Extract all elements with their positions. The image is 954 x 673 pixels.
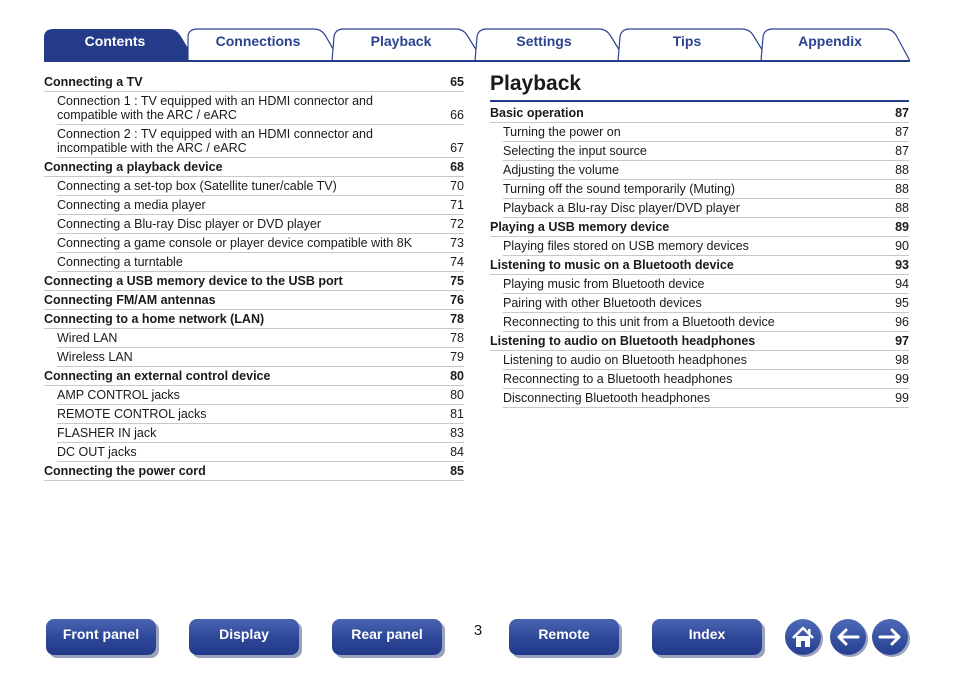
toc-entry-page: 72 <box>450 217 464 231</box>
toc-entry-title: Connecting to a home network (LAN) <box>44 312 265 326</box>
toc-entry-title: Connecting the power cord <box>44 464 206 478</box>
toc-entry-page: 66 <box>450 108 464 122</box>
toc-entry-page: 99 <box>895 391 909 405</box>
front-panel-button[interactable]: Front panel <box>46 619 156 655</box>
toc-entry-title: Pairing with other Bluetooth devices <box>503 296 702 310</box>
toc-entry-title: Connecting a TV <box>44 75 143 89</box>
toc-entry-title: Connecting a playback device <box>44 160 223 174</box>
toc-entry-title: Connection 2 : TV equipped with an HDMI connector and incompatible with the ARC / eARC <box>57 127 373 155</box>
toc-entry-title: Playing a USB memory device <box>490 220 670 234</box>
toc-entry-row[interactable] <box>503 199 909 218</box>
remote-button[interactable]: Remote <box>509 619 619 655</box>
toc-heading-row[interactable] <box>490 332 909 351</box>
toc-entry-page: 80 <box>450 369 464 383</box>
toc-entry-page: 65 <box>450 75 464 89</box>
toc-entry-page: 76 <box>450 293 464 307</box>
toc-entry-title: Selecting the input source <box>503 144 647 158</box>
toc-entry-title: Listening to audio on Bluetooth headphones <box>490 334 756 348</box>
toc-entry-title: FLASHER IN jack <box>57 426 157 440</box>
toc-entry-title: Disconnecting Bluetooth headphones <box>503 391 711 405</box>
toc-entry-title: Connecting an external control device <box>44 369 271 383</box>
toc-heading-row[interactable] <box>44 291 464 310</box>
tab-contents[interactable]: Contents <box>84 33 146 49</box>
toc-entry-row[interactable] <box>57 196 464 215</box>
display-button[interactable]: Display <box>189 619 299 655</box>
toc-entry-page: 73 <box>450 236 464 250</box>
toc-heading-row[interactable] <box>44 158 464 177</box>
toc-heading-row[interactable] <box>44 310 464 329</box>
toc-entry-row[interactable] <box>57 234 464 253</box>
toc-entry-title: Connecting a set-top box (Satellite tuner/cable TV) <box>57 179 337 193</box>
toc-entry-title: Listening to audio on Bluetooth headphones <box>503 353 747 367</box>
toc-entry-row[interactable] <box>57 329 464 348</box>
section-title-playback: Playback <box>490 72 909 102</box>
tab-bar <box>44 27 910 61</box>
toc-entry-title: Connecting a Blu-ray Disc player or DVD player <box>57 217 321 231</box>
toc-entry-page: 79 <box>450 350 464 364</box>
toc-entry-page: 93 <box>895 258 909 272</box>
toc-entry-row[interactable] <box>57 92 464 125</box>
toc-entry-page: 81 <box>450 407 464 421</box>
toc-entry-page: 88 <box>895 163 909 177</box>
toc-entry-page: 88 <box>895 182 909 196</box>
toc-heading-row[interactable] <box>44 462 464 481</box>
toc-entry-row[interactable] <box>503 313 909 332</box>
toc-entry-page: 84 <box>450 445 464 459</box>
toc-entry-row[interactable] <box>57 443 464 462</box>
toc-entry-title: Turning the power on <box>503 125 621 139</box>
toc-entry-title: REMOTE CONTROL jacks <box>57 407 207 421</box>
tab-connections[interactable]: Connections <box>215 33 301 49</box>
toc-entry-page: 71 <box>450 198 464 212</box>
toc-entry-page: 85 <box>450 464 464 478</box>
toc-heading-row[interactable] <box>490 218 909 237</box>
toc-entry-page: 94 <box>895 277 909 291</box>
toc-entry-page: 98 <box>895 353 909 367</box>
toc-entry-title: Reconnecting to a Bluetooth headphones <box>503 372 733 386</box>
toc-entry-title: Connecting a game console or player device compatible with 8K <box>57 236 413 250</box>
toc-entry-row[interactable] <box>57 386 464 405</box>
toc-entry-page: 68 <box>450 160 464 174</box>
toc-entry-page: 89 <box>895 220 909 234</box>
toc-entry-row[interactable] <box>503 389 909 408</box>
page-number: 3 <box>473 622 483 639</box>
toc-entry-title: Connecting FM/AM antennas <box>44 293 216 307</box>
toc-entry-row[interactable] <box>503 370 909 389</box>
toc-left-column <box>44 73 464 481</box>
toc-entry-page: 80 <box>450 388 464 402</box>
toc-entry-title: AMP CONTROL jacks <box>57 388 180 402</box>
toc-entry-row[interactable] <box>503 237 909 256</box>
toc-entry-row[interactable] <box>503 351 909 370</box>
toc-entry-page: 97 <box>895 334 909 348</box>
toc-entry-page: 88 <box>895 201 909 215</box>
toc-entry-page: 74 <box>450 255 464 269</box>
toc-entry-row[interactable] <box>503 180 909 199</box>
toc-entry-page: 83 <box>450 426 464 440</box>
rear-panel-button[interactable]: Rear panel <box>332 619 442 655</box>
toc-entry-title: Playback a Blu-ray Disc player/DVD player <box>503 201 740 215</box>
toc-entry-page: 99 <box>895 372 909 386</box>
back-arrow-icon[interactable] <box>830 619 866 655</box>
toc-entry-title: Reconnecting to this unit from a Bluetooth device <box>503 315 775 329</box>
toc-entry-row[interactable] <box>57 424 464 443</box>
toc-entry-title: Connecting a USB memory device to the USB port <box>44 274 343 288</box>
toc-entry-row[interactable] <box>57 125 464 158</box>
toc-entry-row[interactable] <box>57 177 464 196</box>
toc-right-list <box>490 104 909 408</box>
toc-entry-page: 75 <box>450 274 464 288</box>
toc-entry-row[interactable] <box>503 275 909 294</box>
toc-entry-row[interactable] <box>503 161 909 180</box>
toc-entry-page: 87 <box>895 125 909 139</box>
tab-underline <box>44 60 910 62</box>
toc-entry-page: 78 <box>450 331 464 345</box>
toc-entry-page: 70 <box>450 179 464 193</box>
tab-playback[interactable]: Playback <box>370 33 432 49</box>
toc-entry-page: 87 <box>895 144 909 158</box>
toc-entry-row[interactable] <box>57 215 464 234</box>
toc-heading-row[interactable] <box>44 73 464 92</box>
toc-entry-title: Playing music from Bluetooth device <box>503 277 705 291</box>
tab-tips[interactable]: Tips <box>672 33 702 49</box>
toc-entry-page: 95 <box>895 296 909 310</box>
toc-entry-title: Adjusting the volume <box>503 163 620 177</box>
toc-entry-title: Connection 1 : TV equipped with an HDMI connector and compatible with the ARC / eARC <box>57 94 373 122</box>
toc-entry-title: Connecting a turntable <box>57 255 183 269</box>
toc-entry-row[interactable] <box>503 142 909 161</box>
toc-entry-title: Listening to music on a Bluetooth device <box>490 258 734 272</box>
tab-settings[interactable]: Settings <box>516 33 572 49</box>
home-icon[interactable] <box>785 619 821 655</box>
toc-entry-row[interactable] <box>503 294 909 313</box>
toc-heading-row[interactable] <box>490 104 909 123</box>
toc-entry-title: Playing files stored on USB memory devices <box>503 239 749 253</box>
toc-entry-title: Wired LAN <box>57 331 118 345</box>
toc-entry-row[interactable] <box>503 123 909 142</box>
toc-entry-page: 67 <box>450 141 464 155</box>
toc-entry-page: 96 <box>895 315 909 329</box>
toc-entry-title: DC OUT jacks <box>57 445 137 459</box>
toc-entry-title: Basic operation <box>490 106 584 120</box>
toc-heading-row[interactable] <box>44 367 464 386</box>
toc-right-column <box>490 72 909 408</box>
forward-arrow-icon[interactable] <box>872 619 908 655</box>
index-button[interactable]: Index <box>652 619 762 655</box>
toc-heading-row[interactable] <box>44 272 464 291</box>
tab-appendix[interactable]: Appendix <box>798 33 862 49</box>
toc-entry-page: 87 <box>895 106 909 120</box>
toc-entry-row[interactable] <box>57 405 464 424</box>
toc-entry-title: Connecting a media player <box>57 198 206 212</box>
toc-entry-row[interactable] <box>57 348 464 367</box>
toc-heading-row[interactable] <box>490 256 909 275</box>
toc-entry-title: Turning off the sound temporarily (Muting) <box>503 182 736 196</box>
toc-entry-page: 78 <box>450 312 464 326</box>
toc-entry-row[interactable] <box>57 253 464 272</box>
toc-entry-title: Wireless LAN <box>57 350 133 364</box>
toc-entry-page: 90 <box>895 239 909 253</box>
